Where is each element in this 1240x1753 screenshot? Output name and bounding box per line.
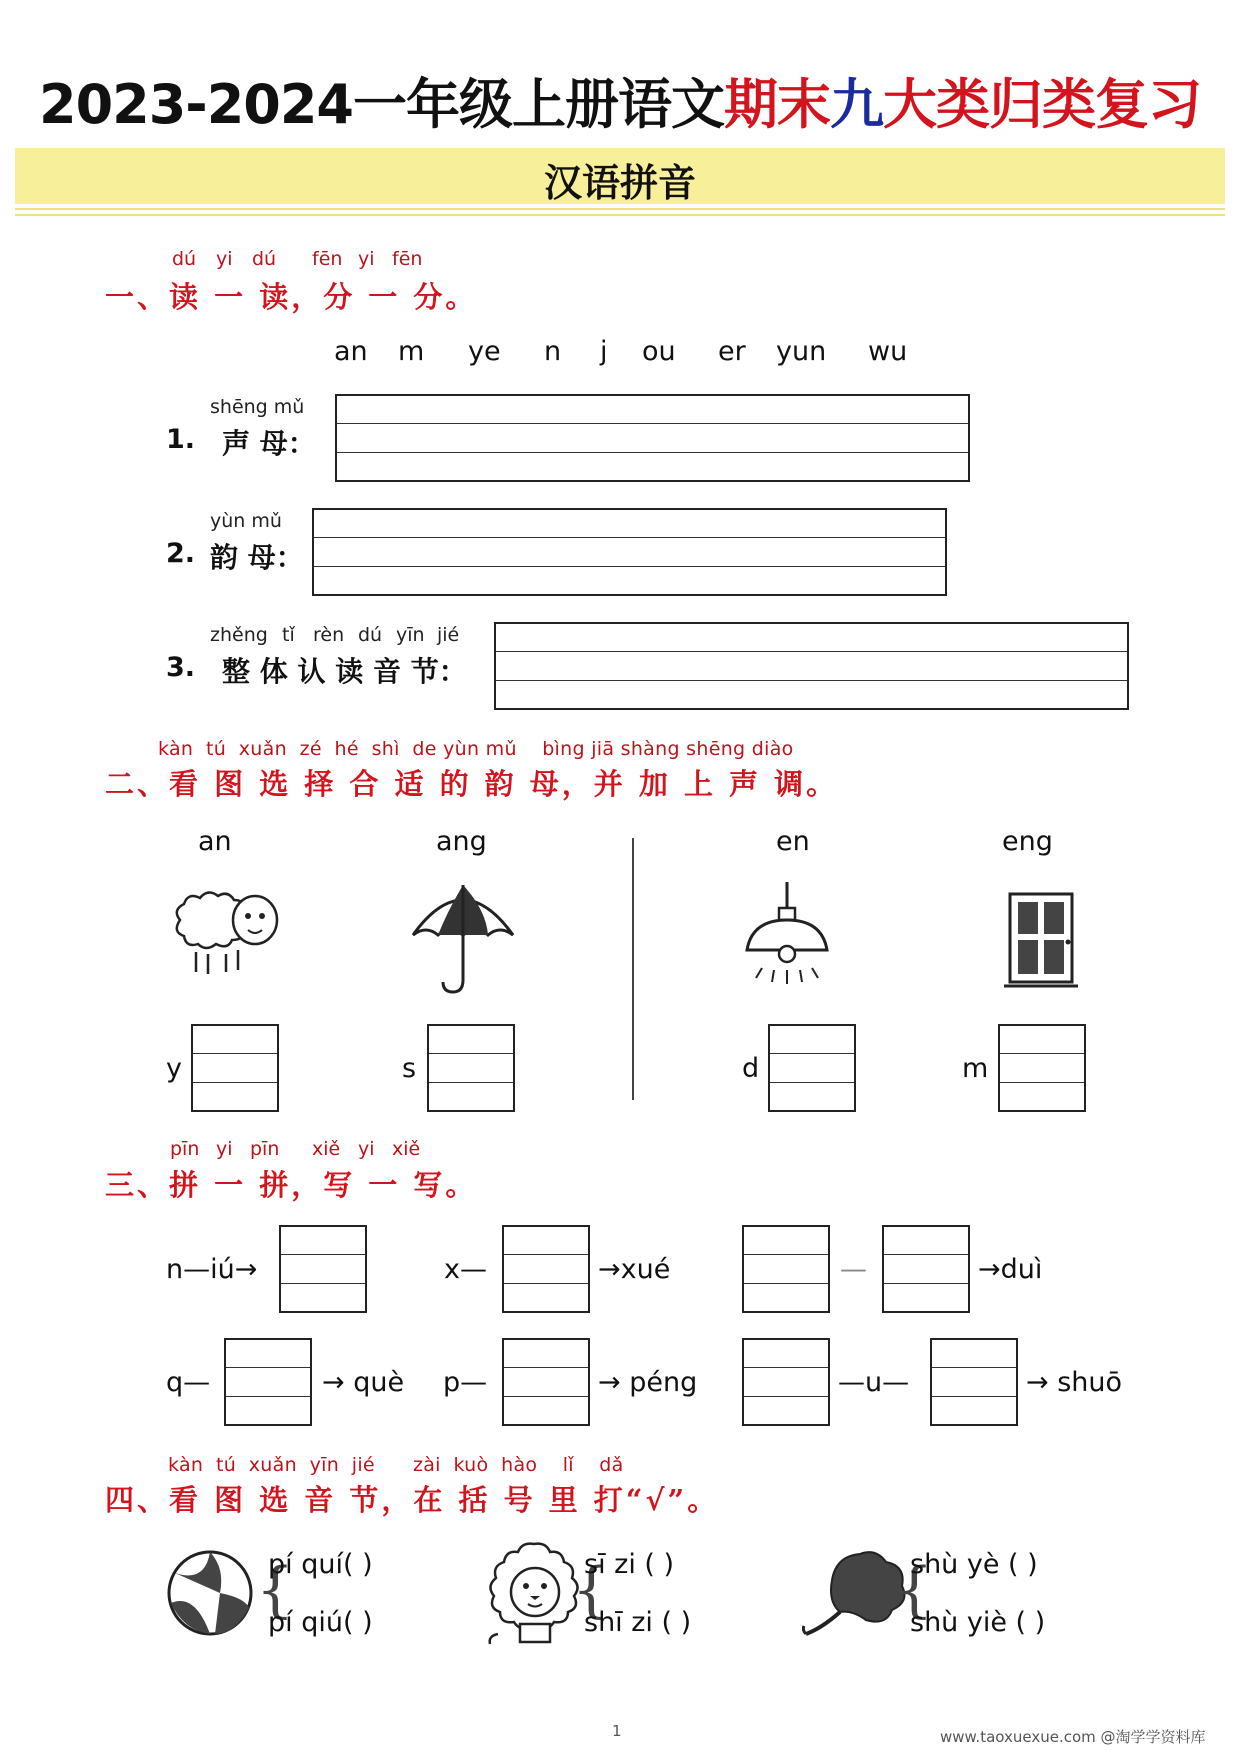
write-box-shuo-2[interactable]: [930, 1338, 1018, 1426]
section3-title: 三、拼 一 拼，写 一 写。: [105, 1168, 478, 1202]
opt-shu-yie[interactable]: shù yiè ( ): [910, 1607, 1046, 1638]
band-underline-2: [15, 214, 1225, 216]
item1-label: 声 母：: [222, 427, 316, 460]
s3-py-3: pīn: [250, 1138, 280, 1160]
write-box-an[interactable]: [191, 1024, 279, 1112]
item3-py-2: tǐ: [282, 624, 295, 646]
brace-3: {: [895, 1555, 934, 1625]
letter-7: er: [718, 336, 746, 367]
s3-py-5: yi: [358, 1138, 375, 1160]
item3-py-5: yīn: [396, 624, 425, 646]
group-head-ang: ang: [436, 826, 487, 857]
item2-pinyin: yùn mǔ: [210, 510, 282, 532]
watermark: www.taoxuexue.com @淘学学资料库: [940, 1728, 1206, 1746]
item1-num: 1.: [166, 424, 196, 455]
letter-9: wu: [868, 336, 908, 367]
letter-8: yun: [776, 336, 827, 367]
lamp-icon: [742, 880, 832, 990]
r2-u: —u—: [838, 1367, 910, 1398]
r1-x: x—: [444, 1254, 487, 1285]
group-head-eng: eng: [1002, 826, 1053, 857]
letter-2: m: [398, 336, 425, 367]
section2-title: 二、看 图 选 择 合 适 的 韵 母，并 加 上 声 调。: [105, 767, 839, 801]
opt-shi-zi[interactable]: shī zi ( ): [584, 1607, 692, 1638]
letter-4: n: [544, 336, 562, 367]
sheep-icon: [160, 880, 285, 980]
s1-py-6: fēn: [392, 248, 423, 270]
letter-5: j: [600, 336, 608, 367]
write-box-que[interactable]: [224, 1338, 312, 1426]
item2-num: 2.: [166, 538, 196, 569]
item3-py-6: jié: [437, 624, 460, 646]
page-number: 1: [612, 1722, 622, 1740]
s3-py-2: yi: [216, 1138, 233, 1160]
group-head-an: an: [198, 826, 232, 857]
r2-q: q—: [166, 1367, 211, 1398]
brace-2: {: [572, 1555, 611, 1625]
opt-si-zi[interactable]: sī zi ( ): [584, 1549, 675, 1580]
r1-xue: →xué: [598, 1254, 671, 1285]
s3-py-4: xiě: [312, 1138, 341, 1160]
zhengti-answer-box[interactable]: [494, 622, 1129, 710]
write-box-xue[interactable]: [502, 1225, 590, 1313]
r1-dash: —: [840, 1254, 867, 1285]
initial-y: y: [166, 1053, 182, 1084]
s3-py-6: xiě: [392, 1138, 421, 1160]
item3-label: 整 体 认 读 音 节：: [222, 655, 467, 688]
letter-1: an: [334, 336, 368, 367]
r2-peng: → péng: [598, 1367, 698, 1398]
item3-py-4: dú: [358, 624, 383, 646]
brace-1: {: [256, 1555, 295, 1625]
write-box-peng[interactable]: [502, 1338, 590, 1426]
initial-s: s: [402, 1053, 417, 1084]
door-icon: [1004, 892, 1078, 990]
opt-pi-qiu[interactable]: pí qiú( ): [268, 1607, 373, 1638]
write-box-shuo-1[interactable]: [742, 1338, 830, 1426]
umbrella-icon: [408, 880, 518, 995]
item1-pinyin: shēng mǔ: [210, 396, 305, 418]
page-title: [0, 62, 1240, 139]
yunmu-answer-box[interactable]: [312, 508, 947, 596]
section2-divider: [632, 838, 634, 1100]
write-box-ang[interactable]: [427, 1024, 515, 1112]
write-box-dui-1[interactable]: [742, 1225, 830, 1313]
section4-pinyin: kàn tú xuǎn yīn jié zài kuò hào lǐ dǎ: [168, 1454, 624, 1476]
letter-6: ou: [642, 336, 676, 367]
write-box-dui-2[interactable]: [882, 1225, 970, 1313]
s1-py-3: dú: [252, 248, 277, 270]
s1-py-4: fēn: [312, 248, 343, 270]
group-head-en: en: [776, 826, 810, 857]
title-red2: 大类归类复习: [883, 73, 1201, 136]
s3-py-1: pīn: [170, 1138, 200, 1160]
s1-py-1: dú: [172, 248, 197, 270]
title-red1: 期末: [724, 73, 830, 136]
r2-shuo: → shuō: [1026, 1367, 1123, 1398]
lion-icon: [484, 1540, 586, 1646]
band-title: 汉语拼音: [543, 161, 696, 205]
write-box-eng[interactable]: [998, 1024, 1086, 1112]
opt-shu-ye[interactable]: shù yè ( ): [910, 1549, 1038, 1580]
r2-p: p—: [443, 1367, 488, 1398]
item3-py-3: rèn: [313, 624, 345, 646]
r1-niu: n—iú→: [166, 1254, 258, 1285]
item3-py-1: zhěng: [210, 624, 268, 646]
opt-pi-qui[interactable]: pí quí( ): [268, 1549, 373, 1580]
item2-label: 韵 母：: [210, 541, 304, 574]
band-underline: [15, 208, 1225, 210]
section4-title: 四、看 图 选 音 节，在 括 号 里 打“√”。: [105, 1483, 720, 1517]
r1-dui: →duì: [978, 1254, 1043, 1285]
r2-que: → què: [322, 1367, 405, 1398]
ball-icon: [165, 1548, 255, 1638]
section2-pinyin: kàn tú xuǎn zé hé shì de yùn mǔ bìng jiā shàng shēng diào: [158, 738, 794, 760]
initial-m: m: [962, 1053, 989, 1084]
title-black: 2023-2024一年级上册语文: [39, 73, 724, 136]
write-box-en[interactable]: [768, 1024, 856, 1112]
s1-py-5: yi: [358, 248, 375, 270]
letter-3: ye: [468, 336, 501, 367]
item3-num: 3.: [166, 652, 196, 683]
initial-d: d: [742, 1053, 760, 1084]
shengmu-answer-box[interactable]: [335, 394, 970, 482]
s1-py-2: yi: [216, 248, 233, 270]
title-blue: 九: [830, 73, 883, 136]
section1-title: 一、读 一 读，分 一 分。: [105, 280, 478, 314]
write-box-niu[interactable]: [279, 1225, 367, 1313]
